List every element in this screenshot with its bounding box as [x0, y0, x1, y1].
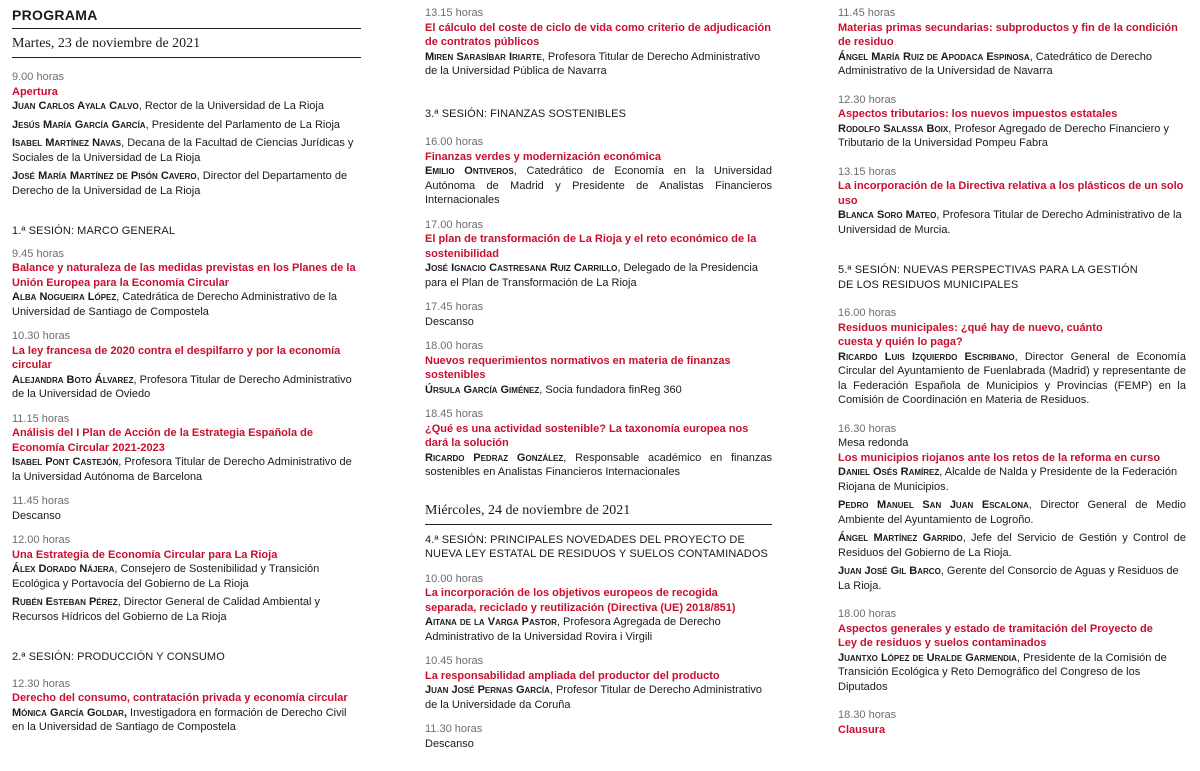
break: [12, 494, 361, 523]
talk-time: 13.15 horas: [838, 165, 897, 178]
talk: [838, 165, 1186, 238]
session-3-header: 3.ª SESIÓN: FINANZAS SOSTENIBLES: [425, 107, 627, 120]
break-time: 11.30 horas: [425, 723, 483, 735]
speaker-role: , Profesora Titular de Derecho Administrativo de la Universidad Autónoma de Barcelona: [12, 456, 352, 483]
speaker-name: Rubén Esteban Pérez: [12, 596, 118, 608]
talk-time: 11.15 horas: [12, 412, 70, 425]
talk: [838, 306, 1186, 408]
speaker-role: , Catedrático de Economía en la Universidad Autónoma de Madrid y Presidente de Analistas Financieros Internacionales: [425, 165, 772, 206]
talk-time: 18.00 horas: [838, 608, 897, 620]
speaker-role: , Catedrática de Derecho Administrativo de la Universidad de Santiago de Compostela: [12, 291, 338, 318]
talk-title: La incorporación de la Directiva relativa a los plásticos de un solo uso: [838, 180, 1184, 207]
talk: [425, 654, 772, 712]
talk: [12, 533, 361, 624]
speaker-role: , Profesor Agregado de Derecho Financiero y Tributario de la Universidad Pompeu Fabra: [838, 122, 1169, 149]
talk-title: Finanzas verdes y modernización económica: [425, 150, 661, 163]
opening-time: 9.00 horas: [12, 71, 64, 83]
talk: [12, 247, 361, 320]
opening-title: Apertura: [12, 85, 58, 98]
talk-title: La responsabilidad ampliada del productor del producto: [425, 669, 720, 682]
speaker-name: Isabel Martínez Navas: [12, 137, 122, 149]
talk: [425, 6, 772, 79]
speaker-name: Isabel Pont Castejón: [12, 456, 119, 468]
break-label: Descanso: [12, 509, 61, 522]
speaker-name: Alba Nogueira López: [12, 291, 117, 303]
speaker-role: , Profesora Titular de Derecho Administrativo de la Universidad Pública de Navarra: [425, 50, 761, 77]
talk-title: La ley francesa de 2020 contra el despilfarro y por la economía circular: [12, 344, 341, 371]
opening: [12, 70, 361, 198]
talk-title: ¿Qué es una actividad sostenible? La taxonomía europea nos dará la solución: [425, 422, 749, 449]
speaker-name: Juan José Pernas García: [425, 684, 550, 696]
column-1: [12, 0, 361, 735]
session-4-header: 4.ª SESIÓN: PRINCIPALES NOVEDADES DEL PROYECTO DE NUEVA LEY ESTATAL DE RESIDUOS Y SUELOS CONTAMINADOS: [425, 533, 768, 560]
talk-title: Balance y naturaleza de las medidas previstas en los Planes de la Unión Europea para la Economía Circular: [12, 262, 356, 289]
speaker-role: , Director General de Medio Ambiente del Ayuntamiento de Logroño.: [838, 499, 1186, 526]
talk-time: 18.00 horas: [425, 340, 484, 352]
session-1-header: 1.ª SESIÓN: MARCO GENERAL: [12, 225, 176, 237]
speaker-role: , Profesora Agregada de Derecho Administrativo de la Universidad Rovira i Virgili: [425, 616, 721, 643]
day-1-header: Martes, 23 de noviembre de 2021: [12, 28, 361, 58]
speaker-role: , Director del Departamento de Derecho de la Universidad de La Rioja: [12, 170, 348, 197]
speaker-role: , Profesora Titular de Derecho Administrativo de la Universidad de Murcia.: [838, 209, 1182, 236]
speaker-role: , Rector de la Universidad de La Rioja: [138, 100, 324, 112]
speaker-name: José Ignacio Castresana Ruiz Carrillo: [425, 262, 618, 274]
column-2: [425, 0, 772, 751]
speaker-name: Úrsula García Giménez: [425, 383, 540, 396]
speaker: [12, 169, 361, 198]
speaker-name: Blanca Soro Mateo: [838, 209, 937, 221]
talk-time: 13.15 horas: [425, 7, 484, 19]
talk-title: Residuos municipales: ¿qué hay de nuevo, cuánto cuesta y quién lo paga?: [838, 321, 1103, 348]
speaker-role: , Profesora Titular de Derecho Administrativo de la Universidad de Oviedo: [12, 373, 352, 400]
talk-title: El cálculo del coste de ciclo de vida como criterio de adjudicación de contratos públicos: [425, 21, 771, 48]
speaker-name: Ángel María Ruiz de Apodaca Espinosa: [838, 50, 1030, 63]
talk-time: 10.00 horas: [425, 572, 484, 585]
speaker-role: , Gerente del Consorcio de Aguas y Residuos de La Rioja.: [838, 565, 1179, 592]
talk-title: El plan de transformación de La Rioja y el reto económico de la sostenibilidad: [425, 233, 757, 260]
talk-time: 11.45 horas: [838, 7, 896, 19]
speaker-name: Álex Dorado Nájera: [12, 563, 115, 575]
talk: [838, 607, 1186, 694]
speaker-role: , Profesor Titular de Derecho Administrativo de la Universidade da Coruña: [425, 684, 763, 711]
break: [425, 300, 772, 329]
day-2-header: Miércoles, 24 de noviembre de 2021: [425, 502, 772, 525]
round-table: [838, 422, 1186, 594]
talk-time: 16.30 horas: [838, 422, 897, 435]
speaker-name: Ricardo Pedraz González: [425, 451, 564, 464]
talk-time: 18.45 horas: [425, 408, 484, 420]
break-label: Descanso: [425, 737, 474, 750]
talk-time: 10.45 horas: [425, 655, 484, 667]
speaker-role: , Director General de Economía Circular del Ayuntamiento de Fuenlabrada (Madrid) y representante de la Federación Española de Municipios y Provincias (FEMP) en la Comisión de Coordinación en Materia de Residuos.: [838, 350, 1186, 406]
talk: [12, 677, 361, 735]
speaker: [12, 136, 361, 165]
talk-title: Derecho del consumo, contratación privada y economía circular: [12, 692, 348, 704]
speaker-name: Aitana de la Varga Pastor: [425, 616, 557, 628]
talk: [838, 93, 1186, 151]
speaker-name: Miren Sarasíbar Iriarte: [425, 50, 542, 63]
speaker-role: , Director General de Calidad Ambiental y Recursos Hídricos del Gobierno de La Rioja: [12, 596, 321, 623]
talk-title: Aspectos tributarios: los nuevos impuestos estatales: [838, 108, 1118, 120]
column-3: [838, 0, 1186, 737]
speaker-role: , Socia fundadora finReg 360: [539, 383, 682, 396]
break-time: 11.45 horas: [12, 495, 70, 507]
speaker-name: Emilio Ontiveros: [425, 165, 514, 177]
speaker-role: , Presidente del Parlamento de La Rioja: [145, 118, 341, 131]
speaker-name: José María Martínez de Pisón Cavero: [12, 170, 197, 182]
talk-time: 10.30 horas: [12, 330, 71, 342]
speaker-name: Pedro Manuel San Juan Escalona: [838, 499, 1029, 511]
speaker-name: Daniel Osés Ramírez: [838, 466, 940, 478]
talk-time: 16.00 horas: [838, 307, 897, 319]
talk-title: Una Estrategia de Economía Circular para La Rioja: [12, 548, 278, 561]
talk-format: Mesa redonda: [838, 437, 909, 449]
speaker-name: Rodolfo Salassa Boix: [838, 122, 949, 135]
talk-title: Los municipios riojanos ante los retos de la reforma en curso: [838, 451, 1161, 464]
speaker-role: , Presidente de la Comisión de Transición Ecológica y Reto Demográfico del Congreso de los Diputados: [838, 651, 1167, 693]
talk: [425, 218, 772, 291]
talk: [12, 329, 361, 402]
speaker-name: Juan Carlos Ayala Calvo: [12, 100, 139, 112]
speaker-name: Ricardo Luis Izquierdo Escribano: [838, 350, 1015, 363]
speaker-role: , Consejero de Sostenibilidad y Transición Ecológica y Portavocía del Gobierno de La Rioja: [12, 563, 320, 590]
speaker-role: , Catedrático de Derecho Administrativo de la Universidad de Navarra: [838, 50, 1152, 77]
speaker-role: Investigadora en formación de Derecho Civil en la Universidad de Santiago de Compostela: [12, 706, 347, 733]
speaker-role: , Jefe del Servicio de Gestión y Control de Residuos del Gobierno de La Rioja.: [838, 532, 1186, 559]
speaker-role: , Delegado de la Presidencia para el Plan de Transformación de La Rioja: [425, 262, 758, 289]
talk-time: 12.00 horas: [12, 534, 71, 546]
talk-time: 17.00 horas: [425, 218, 484, 231]
speaker-name: Juantxo López de Uralde Garmendia: [838, 651, 1017, 664]
talk-title: Aspectos generales y estado de tramitación del Proyecto de Ley de residuos y suelos contaminados: [838, 622, 1153, 649]
speaker: [12, 118, 361, 133]
break-time: 17.45 horas: [425, 301, 484, 313]
talk: [425, 339, 772, 397]
talk-title: Nuevos requerimientos normativos en materia de finanzas sostenibles: [425, 354, 731, 381]
speaker-name: Jesús María García García: [12, 118, 146, 131]
talk: [425, 407, 772, 480]
speaker-role: , Responsable académico en finanzas sostenibles en Analistas Financieros Internacionales: [425, 451, 772, 478]
session-5-header: 5.ª SESIÓN: NUEVAS PERSPECTIVAS PARA LA GESTIÓN DE LOS RESIDUOS MUNICIPALES: [838, 264, 1138, 291]
talk-time: 12.30 horas: [12, 677, 71, 690]
talk-time: 16.00 horas: [425, 136, 484, 148]
closing: [838, 708, 1186, 737]
speaker-role: , Alcalde de Nalda y Presidente de la Federación Riojana de Municipios.: [838, 466, 1178, 493]
talk: [425, 135, 772, 208]
talk-title: La incorporación de los objetivos europeos de recogida separada, reciclado y reutilización (Directiva (UE) 2018/851): [425, 587, 736, 614]
speaker-name: Ángel Martínez Garrido: [838, 532, 963, 544]
session-2-header: 2.ª SESIÓN: PRODUCCIÓN Y CONSUMO: [12, 651, 225, 663]
program-title: PROGRAMA: [12, 7, 98, 23]
talk: [425, 572, 772, 645]
talk-time: 9.45 horas: [12, 247, 64, 260]
talk: [12, 412, 361, 485]
speaker-name: Mónica García Goldar,: [12, 706, 127, 719]
talk-title: Materias primas secundarias: subproductos y fin de la condición de residuo: [838, 21, 1178, 48]
speaker: [12, 99, 361, 114]
break: [425, 722, 772, 751]
talk: [838, 6, 1186, 79]
speaker-name: Alejandra Boto Álvarez: [12, 373, 134, 386]
speaker-role: , Decana de la Facultad de Ciencias Jurídicas y Sociales de la Universidad de La Rioja: [12, 137, 354, 164]
talk-title: Análisis del I Plan de Acción de la Estrategia Española de Economía Circular 2021-2023: [12, 427, 313, 454]
closing-time: 18.30 horas: [838, 709, 897, 721]
talk-time: 12.30 horas: [838, 93, 897, 106]
closing-title: Clausura: [838, 723, 886, 736]
speaker-name: Juan José Gil Barco: [838, 565, 941, 577]
break-label: Descanso: [425, 315, 474, 328]
